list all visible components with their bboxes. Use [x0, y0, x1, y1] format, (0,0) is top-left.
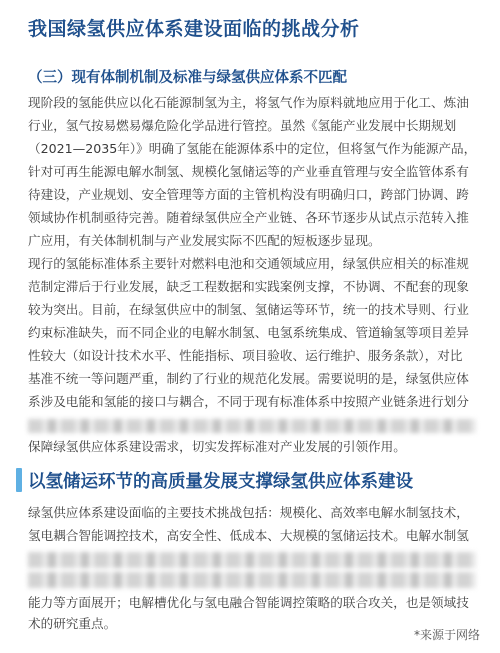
- paragraph-line: 约束标准缺失，而不同企业的电解水制氢、电氢系统集成、管道输氢等项目差异: [28, 325, 469, 340]
- paragraph-line: 能力等方面展开；电解槽优化与氢电融合智能调控策略的联合攻关，也是领域技: [28, 595, 469, 610]
- paragraph-line: （2021—2035年）》明确了氢能在能源体系中的定位，但将氢气作为能源产品，: [28, 141, 477, 156]
- paragraph-line: 行业，氢气按易燃易爆危险化学品进行管控。虽然《氢能产业发展中长期规划: [28, 118, 457, 133]
- page-title: 我国绿氢供应体系建设面临的挑战分析: [28, 18, 360, 40]
- paragraph-line: 系涉及电能和氢能的接口与耦合，不同于现有标准体系中按照产业链条进行划分: [28, 394, 469, 409]
- blurred-text-line: [28, 419, 476, 433]
- source-note: *来源于网络: [413, 628, 480, 642]
- paragraph-line: 基准不统一等问题严重，制约了行业的规范化发展。需要说明的是，绿氢供应体: [28, 371, 469, 386]
- paragraph-line: 较为突出。目前，在绿氢供应中的制氢、氢储运等环节，统一的技术导则、行业: [28, 302, 469, 317]
- paragraph-line: 针对可再生能源电解水制氢、规模化氢储运等的产业垂直管理与安全监管体系有: [28, 164, 469, 179]
- paragraph-line: 术的研究重点。: [28, 616, 117, 631]
- paragraph-line: 待建设，产业规划、安全管理等方面的主管机构没有明确归口，跨部门协调、跨: [28, 187, 469, 202]
- paragraph-line: 氢电耦合智能调控技术，高安全性、低成本、大规模的氢储运技术。电解水制氢: [28, 528, 469, 543]
- paragraph-line: 绿氢供应体系建设面临的主要技术挑战包括：规模化、高效率电解水制氢技术，: [28, 505, 469, 520]
- section-heading-3: （三）现有体制机制及标准与绿氢供应体系不匹配: [28, 70, 347, 86]
- paragraph-line: 保障绿氢供应体系建设需求，切实发挥标准对产业发展的引领作用。: [28, 439, 406, 454]
- paragraph-line: 领域协作机制亟待完善。随着绿氢供应全产业链、各环节逐步从试点示范转入推: [28, 210, 469, 225]
- paragraph-line: 范制定滞后于行业发展，缺乏工程数据和实践案例支撑，不协调、不配套的现象: [28, 279, 469, 294]
- blurred-text-line: [28, 572, 476, 588]
- section-heading-storage: 以氢储运环节的高质量发展支撑绿氢供应体系建设: [28, 472, 413, 492]
- paragraph-line: 广应用，有关体制机制与产业发展实际不匹配的短板逐步显现。: [28, 233, 381, 248]
- paragraph-line: 现行的氢能标准体系主要针对燃料电池和交通领域应用，绿氢供应相关的标准规: [28, 256, 469, 271]
- paragraph-line: 现阶段的氢能供应以化石能源制氢为主，将氢气作为原料就地应用于化工、炼油: [28, 95, 469, 110]
- paragraph-line: 性较大（如设计技术水平、性能指标、项目验收、运行维护、服务条款），对比: [28, 348, 463, 363]
- heading-accent-bar: [16, 468, 22, 492]
- blurred-text-line: [28, 552, 476, 568]
